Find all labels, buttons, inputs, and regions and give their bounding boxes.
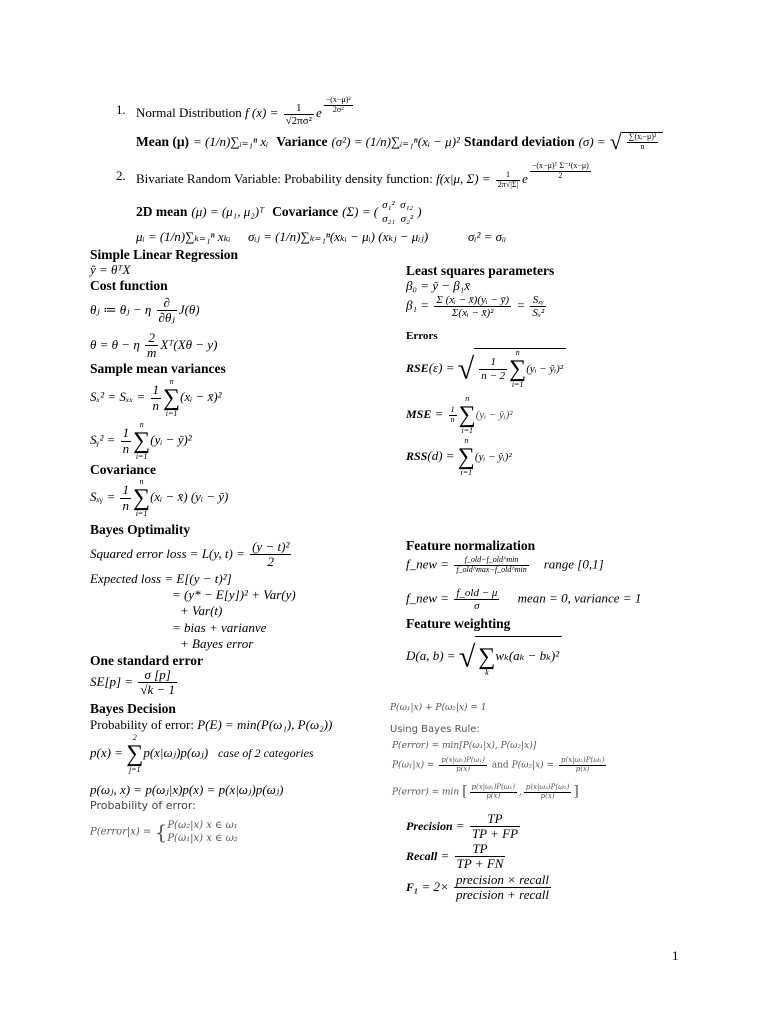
- perror-min-likelihood: P(error) = min [ $\frac{\text{p(x|ω₁)P(ω₁)}}{p(x)}$ , $\frac{\text{p(x|ω₂)P(ω₂)}}{p(x)}$ ]: [392, 783, 579, 800]
- one-standard-error-title: One standard error: [90, 653, 203, 668]
- posterior-formulas: P(ω₁|x) = $\frac{\text{p(x|ω₁)P(ω₁)}}{p(x)}$ and P(ω₂|x) = $\frac{\text{p(x|ω₂)P(ω₂)}}{p(x)}$: [392, 756, 605, 773]
- mse-formula: MSE = $\frac{1}{n}$ n ∑ i=1 (yᵢ − ŷᵢ)²: [406, 394, 513, 435]
- zscore-normalization: f_new = $\frac{\text{f\_old − μ}}{\sigma}$ mean = 0, variance = 1: [406, 587, 642, 613]
- feature-normalization-title: Feature normalization: [406, 538, 536, 553]
- weighted-distance-formula: D(a, b) = √ ∑ k wₖ(aₖ − bₖ)²: [406, 636, 562, 677]
- bayes-decision-title: Bayes Decision: [90, 701, 176, 716]
- joint-probability-formula: p(ωⱼ, x) = p(ωⱼ|x)p(x) = p(x|ωⱼ)p(ωⱼ): [90, 782, 284, 797]
- sxy-formula: Sₓᵧ = $\frac{1}{n}$ n ∑ i=1 (xᵢ − x̄) (yᵢ − ȳ): [90, 477, 229, 518]
- rse-formula: RSE(ε) = √ $\frac{1}{n - 2}$ n ∑ i=1 (yᵢ − ŷᵢ)²: [406, 348, 566, 389]
- f1-formula: F₁ = 2× $\frac{\text{precision × recall}}{\text{precision + recall}}$: [406, 872, 549, 903]
- sy2-formula: Sᵧ² = $\frac{1}{n}$ n ∑ i=1 (yᵢ − ȳ)²: [90, 420, 192, 461]
- sx2-formula: Sₓ² = Sₓₓ = $\frac{1}{n}$ n ∑ i=1 (xᵢ − x̄)²: [90, 377, 222, 418]
- feature-weighting-title: Feature weighting: [406, 616, 511, 631]
- expected-loss-line2: = (y* − E[y])² + Var(y): [172, 587, 296, 602]
- mu-i-formula: μᵢ = (1/n)∑ₖ₌₁ⁿ xₖᵢ: [136, 229, 231, 244]
- expected-loss-line3: + Var(t): [180, 603, 223, 618]
- errors-title: Errors: [406, 330, 438, 342]
- item2-number: 2.: [116, 168, 126, 183]
- expected-loss-line5: + Bayes error: [180, 636, 254, 651]
- slr-equation: ŷ = θᵀX: [90, 262, 131, 277]
- bayes-optimality-title: Bayes Optimality: [90, 522, 191, 537]
- sigma-ij-formula: σᵢⱼ = (1/n)∑ₖ₌₁ⁿ(xₖᵢ − μᵢ) (xₖⱼ − μᵢⱼ): [248, 229, 429, 244]
- posterior-sum-rule: P(ω₁|x) + P(ω₂|x) = 1: [390, 703, 487, 713]
- sample-mean-variances-title: Sample mean variances: [90, 361, 226, 376]
- slr-title: Simple Linear Regression: [90, 247, 239, 262]
- image-caption: Probability of error:: [90, 799, 196, 812]
- bivariate-pdf-formula: Bivariate Random Variable: Probability density function: f(x|μ, Σ) = $\frac{1}{2\pi√|\Sigma|}$ e $^{\frac{\text{−(x−μ)ᵀ Σ⁻¹(x−μ)}}{2}}$: [136, 161, 589, 189]
- rss-formula: RSS(d) = n ∑ i=1 (yᵢ − ŷᵢ)²: [406, 436, 512, 477]
- bayes-rule-caption: Using Bayes Rule:: [390, 724, 480, 735]
- least-squares-title: Least squares parameters: [406, 263, 555, 278]
- probability-of-error-image: [90, 800, 280, 850]
- bayes-rule-image: [388, 700, 648, 810]
- perror-min-posterior: P(error) = min[P(ω₁|x), P(ω₂|x)]: [392, 741, 537, 751]
- px-sum-formula: p(x) = 2 ∑ j=1 p(x|ωⱼ)p(ωⱼ) case of 2 categories: [90, 733, 314, 774]
- beta0-formula: β₀ = ȳ − β₁x̄: [406, 278, 471, 293]
- normal-update-eq: θ = θ − η $\frac{2}{m}$ Xᵀ(Xθ − y): [90, 330, 218, 361]
- page-number: 1: [672, 948, 679, 963]
- normal-distribution-formula: Normal Distribution f (x) = $\frac{1}{\text{√2πσ²}}$ e $^{\frac{\text{−(x−μ)²}}{\text{2σ²}}}$: [136, 95, 351, 127]
- gradient-descent-eq: θⱼ ≔ θⱼ − η $\frac{\partial}{\text{∂θⱼ}}$ J(θ): [90, 295, 200, 326]
- mean-variance-sd-line: Mean (μ) = (1/n)∑ᵢ₌₁ⁿ xᵢ Variance (σ²) = (1/n)∑ᵢ₌₁ⁿ(xᵢ − μ)² Standard deviation (σ) = √ $\frac{\text{∑(xᵢ−μ)²}}{n}$: [136, 130, 663, 154]
- expected-loss-line4: = bias + varianve: [172, 620, 267, 635]
- mean2d-covariance-line: 2D mean (μ) = (μ₁, μ₂)ᵀ Covariance (Σ) = ( σ₁² σ₁₂ σ₂₁ σ₂² ): [136, 199, 422, 226]
- beta1-formula: β₁ = $\frac{\text{Σ (xᵢ − x̄)(yᵢ − ȳ)}}{\text{Σ(xᵢ − x̄)²}}$ = $\frac{\text{Sₓᵧ}}{\text{Sₓ²}}$: [406, 294, 545, 320]
- minmax-normalization: f_new = $\frac{\text{f\_old−f\_old\textasciicircum{}min}}{\text{f\_old\textasciicircum{}max−f\_old\textasciicircum{}min}}$ range [0,1]: [406, 555, 604, 574]
- sigma-ii-formula: σᵢ² = σᵢᵢ: [468, 229, 507, 244]
- recall-formula: Recall = $\frac{TP}{TP + FN}$: [406, 841, 504, 872]
- covariance-title: Covariance: [90, 462, 156, 477]
- squared-error-loss: Squared error loss = L(y, t) = $\frac{\text{(y − t)²}}{2}$: [90, 539, 290, 570]
- perror-cases: P(error|x) = {P(ω₂|x) x ∈ ω₁ P(ω₁|x) x ∈ ω₂: [90, 820, 238, 844]
- cost-function-title: Cost function: [90, 278, 168, 293]
- item1-number: 1.: [116, 102, 126, 117]
- expected-loss-line1: Expected loss = E[(y − t)²]: [90, 571, 232, 586]
- precision-formula: Precision = $\frac{TP}{TP + FP}$: [406, 811, 519, 842]
- probability-of-error-line: Probability of error: P(E) = min(P(ω₁), P(ω₂)): [90, 717, 333, 732]
- se-formula: SE[p] = $\frac{\sigma [p]}{√k - 1}$: [90, 667, 176, 698]
